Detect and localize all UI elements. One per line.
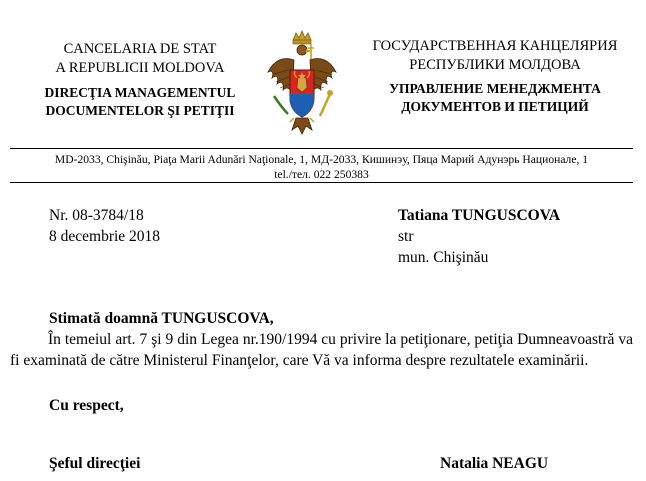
header-divider-bottom [10, 182, 633, 183]
institution-name-ro-line2: A REPUBLICII MOLDOVA [55, 60, 225, 76]
institution-name-ru-line1: ГОСУДАРСТВЕННАЯ КАНЦЕЛЯРИЯ [372, 38, 618, 54]
salutation: Stimată doamnă TUNGUSCOVA, [49, 310, 274, 327]
coat-of-arms-icon [262, 30, 342, 146]
recipient-city: mun. Chişinău [398, 249, 489, 266]
signatory-name: Natalia NEAGU [440, 455, 549, 472]
signatory-title: Şeful direcţiei [49, 455, 141, 472]
department-name-ru-line2: ДОКУМЕНТОВ И ПЕТИЦИЙ [401, 99, 589, 114]
address-text: MD-2033, Chişinău, Piaţa Marii Adunări Naţionale, 1, МД-2033, Кишинэу, Пяца Марий Адунэрь Национале, 1 [54, 153, 589, 166]
recipient-name: Tatiana TUNGUSCOVA [398, 207, 561, 224]
department-name-ro-line2: DOCUMENTELOR ŞI PETIŢII [45, 103, 235, 118]
header-divider-top [10, 148, 633, 149]
department-name-ru-line1: УПРАВЛЕНИЕ МЕНЕДЖМЕНТА [389, 81, 601, 96]
phone-text: tel./тел. 022 250383 [274, 168, 369, 181]
reference-number: Nr. 08-3784/18 [49, 207, 144, 224]
department-name-ro-line1: DIRECŢIA MANAGEMENTUL [44, 85, 236, 100]
reference-date: 8 decembrie 2018 [49, 228, 161, 245]
address-line [10, 152, 633, 182]
institution-name-ru-line2: РЕСПУБЛИКИ МОЛДОВА [409, 57, 581, 73]
letter-body-paragraph: În temeiul art. 7 şi 9 din Legea nr.190/1994 cu privire la petiţionare, petiţia Dumneavoastră va fi examinată de către Ministerul Finanţelor, care Vă va informa despre rezultatele examinării. [10, 331, 633, 369]
institution-name-ro-line1: CANCELARIA DE STAT [63, 41, 217, 57]
closing: Cu respect, [49, 397, 124, 414]
letter-body [10, 329, 633, 371]
recipient-street: str [398, 228, 414, 245]
